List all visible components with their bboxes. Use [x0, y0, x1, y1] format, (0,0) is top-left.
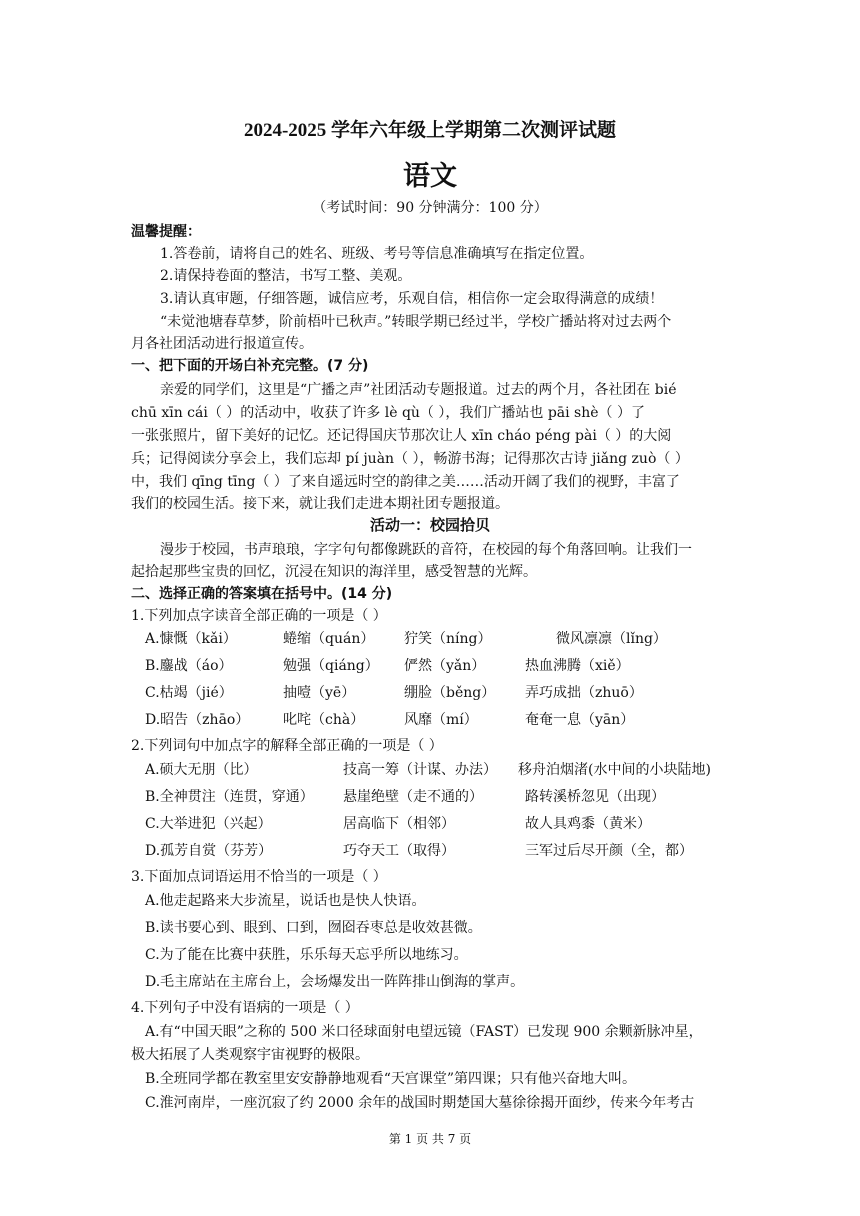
q1-option: 狞笑（níng） — [404, 631, 492, 647]
q1-option: 微风凛凛（lǐng） — [556, 631, 667, 647]
tips-heading: 温馨提醒： — [131, 224, 201, 240]
q1-option: 风靡（mí） — [404, 712, 478, 728]
section1-heading: 一、把下面的开场白补充完整。(7 分) — [131, 358, 369, 374]
q1-option: 蜷缩（quán） — [283, 631, 375, 647]
activity1-heading: 活动一：校园拾贝 — [369, 516, 490, 534]
q2-option: 技高一筹（计谋、办法） — [343, 762, 497, 778]
activity1-line: 起拾起那些宝贵的回忆，沉浸在知识的海洋里，感受智慧的光辉。 — [131, 564, 537, 580]
q2-option: D.孤芳自赏（芬芳） — [145, 843, 273, 859]
q1-option: 绷脸（běng） — [404, 685, 496, 701]
q4-line: A.有“中国天眼”之称的 500 米口径球面射电望远镜（FAST）已发现 900 余颗新脉冲星， — [145, 1024, 703, 1040]
tip-item: 1.答卷前，请将自己的姓名、班级、考号等信息准确填写在指定位置。 — [160, 246, 594, 262]
tip-item: 3.请认真审题，仔细答题，诚信应考，乐观自信，相信你一定会取得满意的成绩！ — [160, 291, 664, 307]
q2-option: 居高临下（相邻） — [343, 816, 455, 832]
q2-option: 悬崖绝壁（走不通的） — [343, 789, 483, 805]
q3-option: A.他走起路来大步流星，说话也是快人快语。 — [145, 893, 426, 909]
section1-line: 中，我们 qīng tīng（ ）了来自遥远时空的韵律之美……活动开阔了我们的视野，丰富了 — [131, 474, 680, 490]
q2-option: 路转溪桥忽见（出现） — [525, 789, 665, 805]
q1-option: 抽噎（yē） — [283, 685, 356, 701]
q1-option: 热血沸腾（xiě） — [525, 658, 630, 674]
q2-option: 三军过后尽开颜（全，都） — [525, 843, 693, 859]
q3-option: C.为了能在比赛中获胜，乐乐每天忘乎所以地练习。 — [145, 947, 468, 963]
section1-line: 兵；记得阅读分享会上，我们忘却 pí juàn（ ），畅游书海；记得那次古诗 jiǎng zuò（ ） — [131, 451, 689, 467]
q4-line: 极大拓展了人类观察宇宙视野的极限。 — [131, 1047, 369, 1063]
activity1-line: 漫步于校园，书声琅琅，字字句句都像跳跃的音符，在校园的每个角落回响。让我们一 — [160, 542, 692, 558]
q2-option: C.大举进犯（兴起） — [145, 816, 272, 832]
tip-item: 2.请保持卷面的整洁，书写工整、美观。 — [160, 268, 412, 284]
q2-stem: 2.下列词句中加点字的解释全部正确的一项是（ ） — [131, 738, 443, 754]
q1-option: B.鏖战（áo） — [145, 658, 233, 674]
q4-line: C.淮河南岸，一座沉寂了约 2000 余年的战国时期楚国大墓徐徐揭开面纱，传来今年考古 — [145, 1095, 695, 1111]
q1-option: 弄巧成拙（zhuō） — [525, 685, 643, 701]
section1-line: 亲爱的同学们，这里是“广播之声”社团活动专题报道。过去的两个月，各社团在 bié — [160, 382, 677, 398]
q1-option: A.慷慨（kǎi） — [145, 631, 237, 647]
q1-option: C.枯竭（jié） — [145, 685, 233, 701]
section1-line: chū xīn cái（ ）的活动中，收获了许多 lè qù（ ），我们广播站也 pāi shè（ ）了 — [131, 405, 645, 421]
section1-line: 一张张照片，留下美好的记忆。还记得国庆节那次让人 xīn cháo péng pài（ ）的大阅 — [131, 428, 672, 444]
q3-option: B.读书要心到、眼到、口到，囫囵吞枣总是收效甚微。 — [145, 920, 482, 936]
q3-stem: 3.下面加点词语运用不恰当的一项是（ ） — [131, 869, 387, 885]
q1-option: 勉强（qiáng） — [283, 658, 379, 674]
section1-line: 我们的校园生活。接下来，就让我们走进本期社团专题报道。 — [131, 496, 509, 512]
q4-stem: 4.下列句子中没有语病的一项是（ ） — [131, 1000, 359, 1016]
q2-option: B.全神贯注（连贯，穿通） — [145, 789, 314, 805]
q1-option: D.昭告（zhāo） — [145, 712, 250, 728]
exam-title: 2024-2025 学年六年级上学期第二次测评试题 — [243, 120, 617, 141]
q1-option: 奄奄一息（yān） — [525, 712, 635, 728]
q1-option: 俨然（yǎn） — [404, 658, 486, 674]
q1-option: 叱咤（chà） — [283, 712, 365, 728]
q2-option: A.硕大无朋（比） — [145, 762, 258, 778]
subject-title: 语文 — [403, 161, 457, 192]
q4-line: B.全班同学都在教室里安安静静地观看“天宫课堂”第四课；只有他兴奋地大叫。 — [145, 1071, 637, 1087]
section2-heading: 二、选择正确的答案填在括号中。(14 分) — [131, 586, 393, 602]
q1-stem: 1.下列加点字读音全部正确的一项是（ ） — [131, 608, 387, 624]
q2-option: 故人具鸡黍（黄米） — [525, 816, 651, 832]
intro-line: “未觉池塘春草梦，阶前梧叶已秋声。”转眼学期已经过半，学校广播站将对过去两个 — [160, 314, 672, 330]
exam-time-info: （考试时间：90 分钟满分：100 分） — [312, 200, 548, 216]
q2-option: 移舟泊烟渚(水中间的小块陆地) — [518, 762, 711, 778]
q2-option: 巧夺天工（取得） — [343, 843, 455, 859]
page-number: 第 1 页 共 7 页 — [388, 1132, 472, 1146]
q3-option: D.毛主席站在主席台上，会场爆发出一阵阵排山倒海的掌声。 — [145, 974, 525, 990]
intro-line: 月各社团活动进行报道宣传。 — [131, 336, 313, 352]
